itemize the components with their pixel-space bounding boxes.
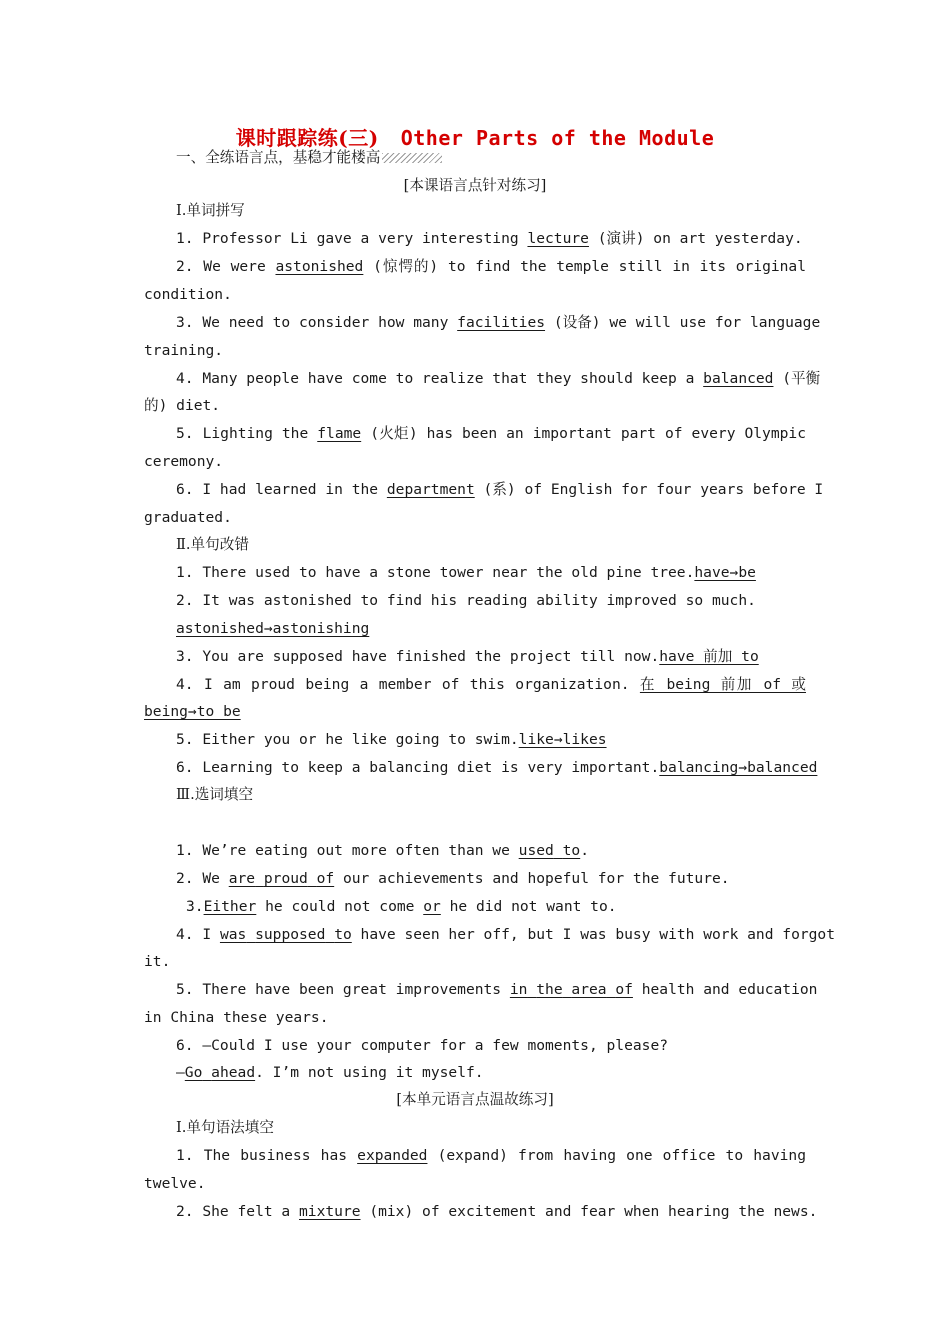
answer: facilities xyxy=(457,314,546,331)
answer: mixture xyxy=(299,1203,361,1220)
question-line: 2. We are proud of our achievements and hopeful for the future. xyxy=(176,870,730,887)
question-line: 5. Either you or he like going to swim.like→likes xyxy=(176,731,607,748)
part-heading: Ⅰ.单句语法填空 xyxy=(176,1119,274,1136)
question-continuation: graduated. xyxy=(144,509,232,526)
answer: department xyxy=(386,481,475,498)
subsection-heading: [本课语言点针对练习] xyxy=(403,177,547,194)
question-line: 2. She felt a mixture (mix) of excitement and fear when hearing the news. xyxy=(176,1203,818,1220)
question-continuation: condition. xyxy=(144,286,232,303)
question-line: 5. There have been great improvements in the area of health and education xyxy=(176,981,818,998)
question-line: 2. We were astonished (惊愕的) to find the temple still in its original xyxy=(176,258,806,275)
answer: expanded xyxy=(357,1147,428,1164)
answer: balanced xyxy=(703,370,774,387)
answer: flame xyxy=(317,425,362,442)
answer: of xyxy=(615,981,633,998)
answer: balancing→balanced xyxy=(659,759,818,776)
question-continuation: twelve. xyxy=(144,1175,206,1192)
answer: or xyxy=(423,898,441,915)
question-continuation xyxy=(144,702,806,722)
question-line: 3. You are supposed have finished the project till now.have 前加 to xyxy=(176,648,759,665)
answer: like→likes xyxy=(518,731,607,748)
subsection-heading: [本单元语言点温故练习] xyxy=(396,1091,554,1108)
question-line: 1. Professor Li gave a very interesting lecture (演讲) on art yesterday. xyxy=(176,230,803,247)
answer: being→to be xyxy=(144,703,241,720)
part-heading: Ⅱ.单句改错 xyxy=(176,536,249,553)
question-line: 4. I was supposed to have seen her off, but I was busy with work and forgot xyxy=(176,926,836,943)
answer: 在 being 前加 of 或 xyxy=(639,676,806,693)
answer: are xyxy=(228,870,256,887)
question-continuation: ceremony. xyxy=(144,453,224,470)
answer: area xyxy=(571,981,607,998)
answer: astonished xyxy=(275,258,364,275)
question-line: 6. I had learned in the department (系) of English for four years before I xyxy=(176,481,824,498)
question-continuation: in China these years. xyxy=(144,1009,329,1026)
answer: astonished→astonishing xyxy=(176,620,370,637)
question-line: —Go ahead. I’m not using it myself. xyxy=(176,1064,484,1081)
answer: ahead xyxy=(211,1064,256,1081)
title-english: Other Parts of the Module xyxy=(400,126,715,150)
question-line: 2. It was astonished to find his reading ability improved so much. xyxy=(176,592,756,609)
answer: supposed xyxy=(255,926,326,943)
question-continuation: 的) diet. xyxy=(144,397,221,414)
hatch-decoration xyxy=(382,153,442,163)
part-heading: Ⅰ.单词拼写 xyxy=(176,202,245,219)
answer: used xyxy=(518,842,554,859)
answer: to xyxy=(334,926,352,943)
answer: have 前加 to xyxy=(659,648,759,665)
answer: Go xyxy=(184,1064,203,1081)
answer: to xyxy=(562,842,581,859)
title-chinese: 课时跟踪练(三) xyxy=(235,126,379,150)
question-line: 4. I am proud being a member of this organization. 在 being 前加 of 或 xyxy=(176,676,806,693)
answer: have→be xyxy=(694,564,756,581)
part-heading: Ⅲ.选词填空 xyxy=(176,786,254,803)
answer: proud xyxy=(263,870,308,887)
answer: the xyxy=(536,981,563,998)
answer: lecture xyxy=(527,230,589,247)
question-line: 3. We need to consider how many facilities (设备) we will use for language xyxy=(176,314,821,331)
page-title xyxy=(0,122,950,151)
question-line: 4. Many people have come to realize that they should keep a balanced (平衡 xyxy=(176,370,821,387)
question-line: 5. Lighting the flame (火炬) has been an important part of every Olympic xyxy=(176,425,806,442)
section-heading: 一、全练语言点，基稳才能楼高 xyxy=(176,148,806,168)
question-line: 1. There used to have a stone tower near the old pine tree.have→be xyxy=(176,564,756,581)
question-continuation: it. xyxy=(144,953,171,970)
question-line xyxy=(176,619,806,639)
question-line: 1. We’re eating out more often than we used to. xyxy=(176,842,589,859)
answer: of xyxy=(316,870,335,887)
answer: was xyxy=(219,926,247,943)
question-continuation: training. xyxy=(144,342,224,359)
question-line: 6. —Could I use your computer for a few moments, please? xyxy=(176,1037,669,1054)
question-line: 3.Either he could not come or he did not want to. xyxy=(186,898,617,915)
question-line: 6. Learning to keep a balancing diet is very important.balancing→balanced xyxy=(176,759,818,776)
answer: Either xyxy=(203,898,257,915)
answer: in xyxy=(509,981,528,998)
question-line: 1. The business has expanded (expand) from having one office to having xyxy=(176,1147,806,1164)
